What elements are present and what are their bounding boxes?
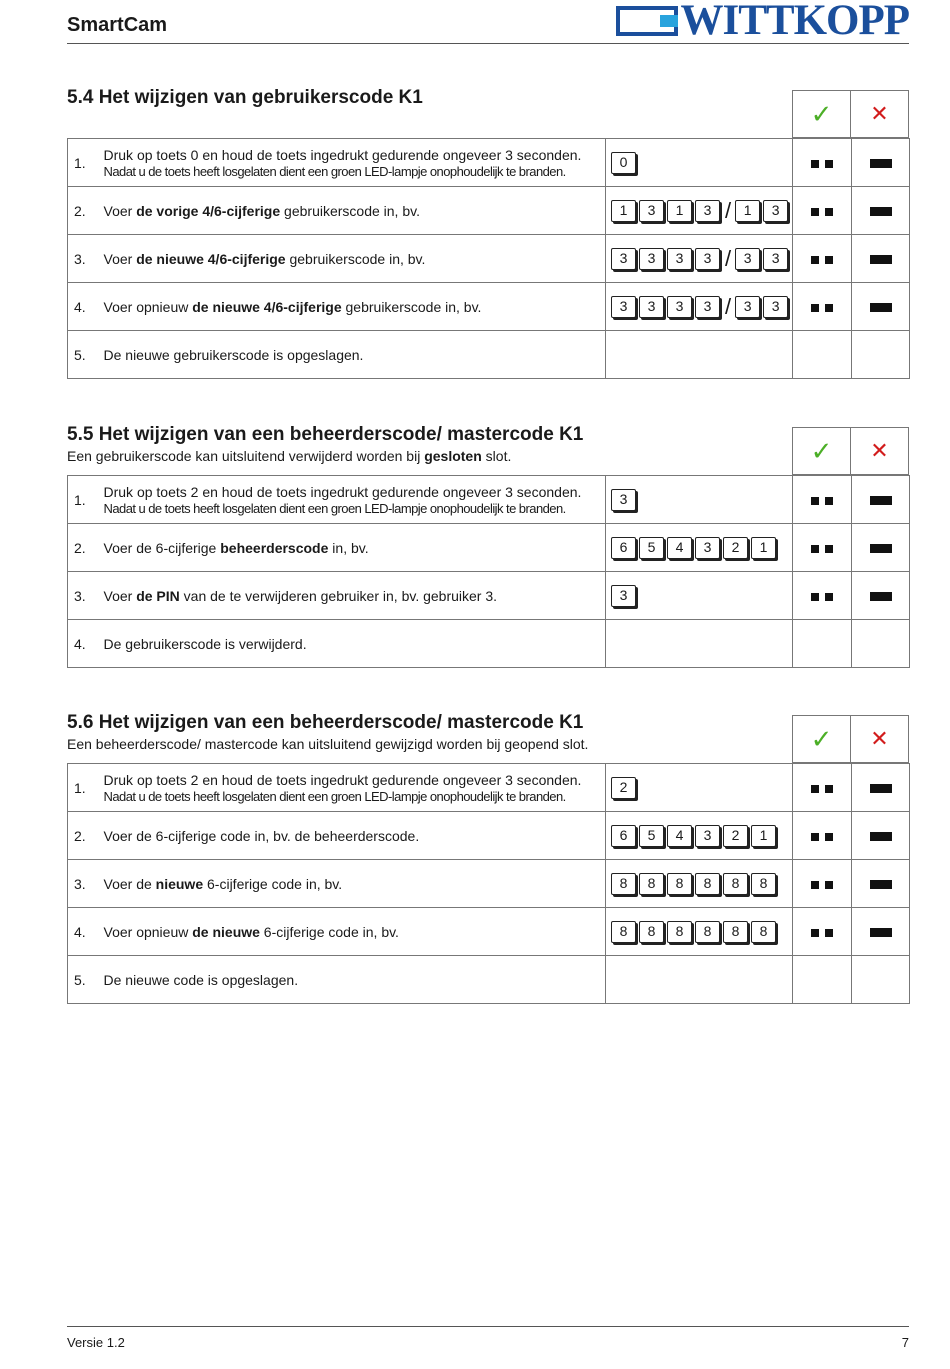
logo-mark-icon — [616, 6, 678, 36]
led-blink-cell — [793, 139, 852, 187]
key-row — [611, 825, 792, 847]
keypad-key: 3 — [695, 825, 720, 847]
keypad-key: 3 — [695, 200, 720, 222]
key-row — [611, 585, 792, 607]
page-footer — [67, 1326, 909, 1350]
cross-icon: ✕ — [870, 438, 889, 463]
led-dot — [825, 208, 833, 216]
step-text — [98, 283, 606, 331]
step-text — [98, 764, 606, 812]
led-blink-icon — [811, 833, 833, 841]
step-text-line — [104, 772, 582, 788]
key-sequence — [606, 187, 793, 235]
keypad-key: 1 — [735, 200, 760, 222]
led-solid-icon — [870, 544, 892, 553]
text-run: Voer opnieuw — [103, 923, 193, 940]
version-label: Versie 1.2 — [67, 1335, 125, 1350]
keypad-key: 1 — [611, 200, 636, 222]
text-run: van de te verwijderen gebruiker in, bv. gebruiker 3. — [179, 587, 498, 604]
keypad-key: 3 — [763, 200, 788, 222]
step-number: 1. — [68, 476, 98, 524]
text-run: Een beheerderscode/ mastercode kan uitsluitend gewijzigd worden bij geopend slot. — [67, 736, 589, 752]
led-on-cell — [852, 860, 910, 908]
led-blink-icon — [811, 881, 833, 889]
key-row — [611, 873, 792, 895]
key-row — [611, 245, 792, 271]
led-on-cell — [852, 235, 910, 283]
led-dot — [825, 497, 833, 505]
key-sequence — [606, 524, 793, 572]
key-sequence — [606, 812, 793, 860]
slash-separator: / — [725, 245, 732, 271]
keypad-key: 3 — [611, 585, 636, 607]
text-run: Voer — [103, 202, 137, 219]
document-title: SmartCam — [67, 14, 168, 36]
step-row — [68, 572, 910, 620]
keypad-key: 3 — [735, 296, 760, 318]
check-icon: ✓ — [810, 436, 833, 466]
led-blink-icon — [811, 208, 833, 216]
led-on-cell — [852, 331, 910, 379]
step-number: 2. — [68, 187, 98, 235]
key-sequence — [606, 956, 793, 1004]
step-text-line-2: Nadat u de toets heeft losgelaten dient een groen LED-lampje onophoudelijk te branden. — [103, 163, 566, 179]
text-run: Voer de 6-cijferige — [103, 539, 221, 556]
key-sequence — [606, 620, 793, 668]
keypad-key: 8 — [611, 921, 636, 943]
led-dot — [825, 833, 833, 841]
step-number: 3. — [68, 235, 98, 283]
led-on-cell — [852, 764, 910, 812]
led-blink-cell — [793, 764, 852, 812]
led-on-cell — [852, 139, 910, 187]
slash-separator: / — [725, 293, 732, 319]
led-blink-cell — [793, 572, 852, 620]
keypad-key: 3 — [639, 248, 664, 270]
wittkopp-logo — [616, 0, 909, 44]
bold-text: nieuwe — [155, 875, 204, 892]
led-dot — [825, 545, 833, 553]
keypad-key: 3 — [763, 248, 788, 270]
step-number: 2. — [68, 812, 98, 860]
led-solid-icon — [870, 928, 892, 937]
keypad-key: 1 — [751, 537, 776, 559]
step-number: 4. — [68, 908, 98, 956]
bold-text: de nieuwe 4/6-cijferige — [192, 298, 342, 315]
step-text — [98, 235, 606, 283]
step-row — [68, 956, 910, 1004]
keypad-key: 8 — [751, 921, 776, 943]
step-text — [98, 812, 606, 860]
step-text-line — [104, 203, 420, 219]
led-blink-icon — [811, 304, 833, 312]
led-blink-cell — [793, 524, 852, 572]
text-run: De nieuwe gebruikerscode is opgeslagen. — [103, 346, 364, 363]
text-run: 6-cijferige code in, bv. — [259, 923, 399, 940]
led-blink-icon — [811, 785, 833, 793]
led-solid-icon — [870, 592, 892, 601]
led-dot — [811, 160, 819, 168]
step-row — [68, 139, 910, 187]
text-run: in, bv. — [328, 539, 369, 556]
cross-icon: ✕ — [870, 101, 889, 126]
led-on-cell — [852, 812, 910, 860]
keypad-key: 4 — [667, 825, 692, 847]
led-blink-icon — [811, 160, 833, 168]
section-title-5-5: 5.5 Het wijzigen van een beheerderscode/ mastercode K1 — [67, 424, 584, 445]
keypad-key: 8 — [639, 873, 664, 895]
step-text — [98, 139, 606, 187]
led-dot — [811, 929, 819, 937]
keypad-key: 8 — [723, 873, 748, 895]
step-text-line — [104, 484, 582, 500]
led-solid-icon — [870, 255, 892, 264]
step-number: 3. — [68, 572, 98, 620]
led-blink-cell — [793, 908, 852, 956]
led-on-cell — [852, 908, 910, 956]
keypad-key: 3 — [667, 296, 692, 318]
key-row — [611, 537, 792, 559]
led-on-cell — [852, 187, 910, 235]
step-row — [68, 764, 910, 812]
step-row — [68, 908, 910, 956]
step-row — [68, 283, 910, 331]
key-sequence — [606, 235, 793, 283]
led-dot — [811, 208, 819, 216]
key-sequence — [606, 139, 793, 187]
led-blink-icon — [811, 256, 833, 264]
section-desc-5-6 — [67, 736, 588, 752]
step-text-line — [104, 540, 369, 556]
led-solid-icon — [870, 159, 892, 168]
keypad-key: 1 — [751, 825, 776, 847]
led-dot — [825, 160, 833, 168]
led-on-cell — [852, 283, 910, 331]
keypad-key: 6 — [611, 825, 636, 847]
step-text-line — [104, 636, 307, 652]
led-blink-cell — [793, 476, 852, 524]
led-blink-icon — [811, 497, 833, 505]
keypad-key: 8 — [611, 873, 636, 895]
led-dot — [811, 833, 819, 841]
text-run: gebruikerscode in, bv. — [341, 298, 482, 315]
bold-text: gesloten — [424, 448, 482, 464]
step-number: 4. — [68, 283, 98, 331]
step-text-line — [104, 299, 482, 315]
text-run: Een gebruikerscode kan uitsluitend verwijderd worden bij — [67, 448, 425, 464]
keypad-key: 0 — [611, 152, 636, 174]
step-text — [98, 572, 606, 620]
step-text — [98, 620, 606, 668]
led-dot — [825, 593, 833, 601]
keypad-key: 2 — [723, 825, 748, 847]
text-run: slot. — [481, 448, 512, 464]
key-row — [611, 197, 792, 223]
led-blink-cell — [793, 283, 852, 331]
step-text-line — [104, 924, 399, 940]
keypad-key: 5 — [639, 537, 664, 559]
step-row — [68, 860, 910, 908]
led-blink-icon — [811, 593, 833, 601]
text-run: De gebruikerscode is verwijderd. — [103, 635, 307, 652]
key-sequence — [606, 283, 793, 331]
text-run: Voer de — [103, 875, 156, 892]
step-text — [98, 476, 606, 524]
step-number: 5. — [68, 956, 98, 1004]
step-text-line — [104, 347, 364, 363]
led-dot — [811, 304, 819, 312]
keypad-key: 3 — [611, 489, 636, 511]
led-dot — [811, 785, 819, 793]
step-text — [98, 331, 606, 379]
text-run: Voer — [103, 587, 137, 604]
led-on-cell — [852, 620, 910, 668]
step-number: 4. — [68, 620, 98, 668]
text-run: Voer opnieuw — [103, 298, 193, 315]
led-dot — [825, 929, 833, 937]
step-text — [98, 187, 606, 235]
led-solid-icon — [870, 832, 892, 841]
page-header — [67, 0, 909, 44]
led-blink-cell — [793, 812, 852, 860]
keypad-key: 8 — [751, 873, 776, 895]
step-row — [68, 620, 910, 668]
check-icon: ✓ — [810, 724, 833, 754]
step-text-line-2: Nadat u de toets heeft losgelaten dient een groen LED-lampje onophoudelijk te branden. — [103, 788, 566, 804]
led-dot — [811, 256, 819, 264]
led-blink-cell — [793, 860, 852, 908]
step-text-line — [104, 251, 426, 267]
keypad-key: 8 — [695, 873, 720, 895]
keypad-key: 8 — [667, 873, 692, 895]
step-number: 3. — [68, 860, 98, 908]
step-text-line-2: Nadat u de toets heeft losgelaten dient een groen LED-lampje onophoudelijk te branden. — [103, 500, 566, 516]
keypad-key: 8 — [639, 921, 664, 943]
step-row — [68, 524, 910, 572]
text-run: Druk op toets 2 en houd de toets ingedrukt gedurende ongeveer 3 seconden. — [103, 483, 582, 500]
led-on-cell — [852, 572, 910, 620]
key-sequence — [606, 908, 793, 956]
led-on-cell — [852, 524, 910, 572]
led-dot — [811, 593, 819, 601]
steps-table-5-4 — [67, 138, 910, 379]
step-text — [98, 524, 606, 572]
keypad-key: 4 — [667, 537, 692, 559]
text-run: De nieuwe code is opgeslagen. — [103, 971, 299, 988]
status-header-5-4 — [792, 90, 909, 138]
steps-table-5-6 — [67, 763, 910, 1004]
key-sequence — [606, 764, 793, 812]
step-text — [98, 860, 606, 908]
led-dot — [811, 881, 819, 889]
step-number: 2. — [68, 524, 98, 572]
logo-text: WITTKOPP — [680, 0, 909, 44]
keypad-key: 6 — [611, 537, 636, 559]
keypad-key: 3 — [735, 248, 760, 270]
bold-text: de nieuwe — [192, 923, 260, 940]
step-text — [98, 956, 606, 1004]
text-run: gebruikerscode in, bv. — [285, 250, 426, 267]
text-run: Druk op toets 0 en houd de toets ingedrukt gedurende ongeveer 3 seconden. — [103, 146, 582, 163]
led-dot — [825, 785, 833, 793]
text-run: Druk op toets 2 en houd de toets ingedrukt gedurende ongeveer 3 seconden. — [103, 771, 582, 788]
key-sequence — [606, 476, 793, 524]
led-blink-cell — [793, 331, 852, 379]
led-solid-icon — [870, 880, 892, 889]
keypad-key: 2 — [723, 537, 748, 559]
led-dot — [811, 497, 819, 505]
key-sequence — [606, 572, 793, 620]
keypad-key: 3 — [695, 537, 720, 559]
keypad-key: 1 — [667, 200, 692, 222]
step-number: 5. — [68, 331, 98, 379]
step-row — [68, 476, 910, 524]
bold-text: beheerderscode — [220, 539, 329, 556]
led-dot — [825, 304, 833, 312]
step-number: 1. — [68, 764, 98, 812]
key-row — [611, 921, 792, 943]
section-title-5-4: 5.4 Het wijzigen van gebruikerscode K1 — [67, 87, 423, 108]
step-text — [98, 908, 606, 956]
led-dot — [811, 545, 819, 553]
led-blink-cell — [793, 235, 852, 283]
led-blink-icon — [811, 545, 833, 553]
step-text-line — [104, 972, 299, 988]
section-title-5-6: 5.6 Het wijzigen van een beheerderscode/ mastercode K1 — [67, 712, 584, 733]
key-row — [611, 489, 792, 511]
steps-table-5-5 — [67, 475, 910, 668]
keypad-key: 8 — [667, 921, 692, 943]
status-header-5-5 — [792, 427, 909, 475]
key-sequence — [606, 331, 793, 379]
key-row — [611, 293, 792, 319]
keypad-key: 3 — [639, 296, 664, 318]
led-solid-icon — [870, 207, 892, 216]
led-blink-cell — [793, 187, 852, 235]
bold-text: de PIN — [136, 587, 180, 604]
keypad-key: 3 — [667, 248, 692, 270]
led-on-cell — [852, 476, 910, 524]
led-dot — [825, 881, 833, 889]
keypad-key: 3 — [695, 296, 720, 318]
keypad-key: 8 — [695, 921, 720, 943]
key-row — [611, 152, 792, 174]
slash-separator: / — [725, 197, 732, 223]
keypad-key: 5 — [639, 825, 664, 847]
step-row — [68, 235, 910, 283]
led-solid-icon — [870, 496, 892, 505]
led-solid-icon — [870, 784, 892, 793]
check-icon: ✓ — [810, 99, 833, 129]
step-text-line — [104, 828, 420, 844]
cross-icon: ✕ — [870, 726, 889, 751]
page-number: 7 — [901, 1335, 909, 1350]
keypad-key: 3 — [763, 296, 788, 318]
status-header-5-6 — [792, 715, 909, 763]
step-text-line — [104, 588, 498, 604]
key-sequence — [606, 860, 793, 908]
led-solid-icon — [870, 303, 892, 312]
text-run: Voer de 6-cijferige code in, bv. de beheerderscode. — [103, 827, 420, 844]
keypad-key: 2 — [611, 777, 636, 799]
text-run: gebruikerscode in, bv. — [280, 202, 420, 219]
text-run: 6-cijferige code in, bv. — [203, 875, 343, 892]
step-row — [68, 812, 910, 860]
keypad-key: 3 — [611, 248, 636, 270]
led-on-cell — [852, 956, 910, 1004]
led-dot — [825, 256, 833, 264]
step-row — [68, 331, 910, 379]
section-desc-5-5 — [67, 448, 511, 464]
step-row — [68, 187, 910, 235]
keypad-key: 3 — [611, 296, 636, 318]
keypad-key: 3 — [639, 200, 664, 222]
led-blink-cell — [793, 620, 852, 668]
keypad-key: 8 — [723, 921, 748, 943]
step-text-line — [104, 147, 582, 163]
text-run: Voer — [103, 250, 137, 267]
step-number: 1. — [68, 139, 98, 187]
bold-text: de nieuwe 4/6-cijferige — [136, 250, 286, 267]
led-blink-cell — [793, 956, 852, 1004]
led-blink-icon — [811, 929, 833, 937]
keypad-key: 3 — [695, 248, 720, 270]
bold-text: de vorige 4/6-cijferige — [136, 202, 281, 219]
step-text-line — [104, 876, 343, 892]
key-row — [611, 777, 792, 799]
